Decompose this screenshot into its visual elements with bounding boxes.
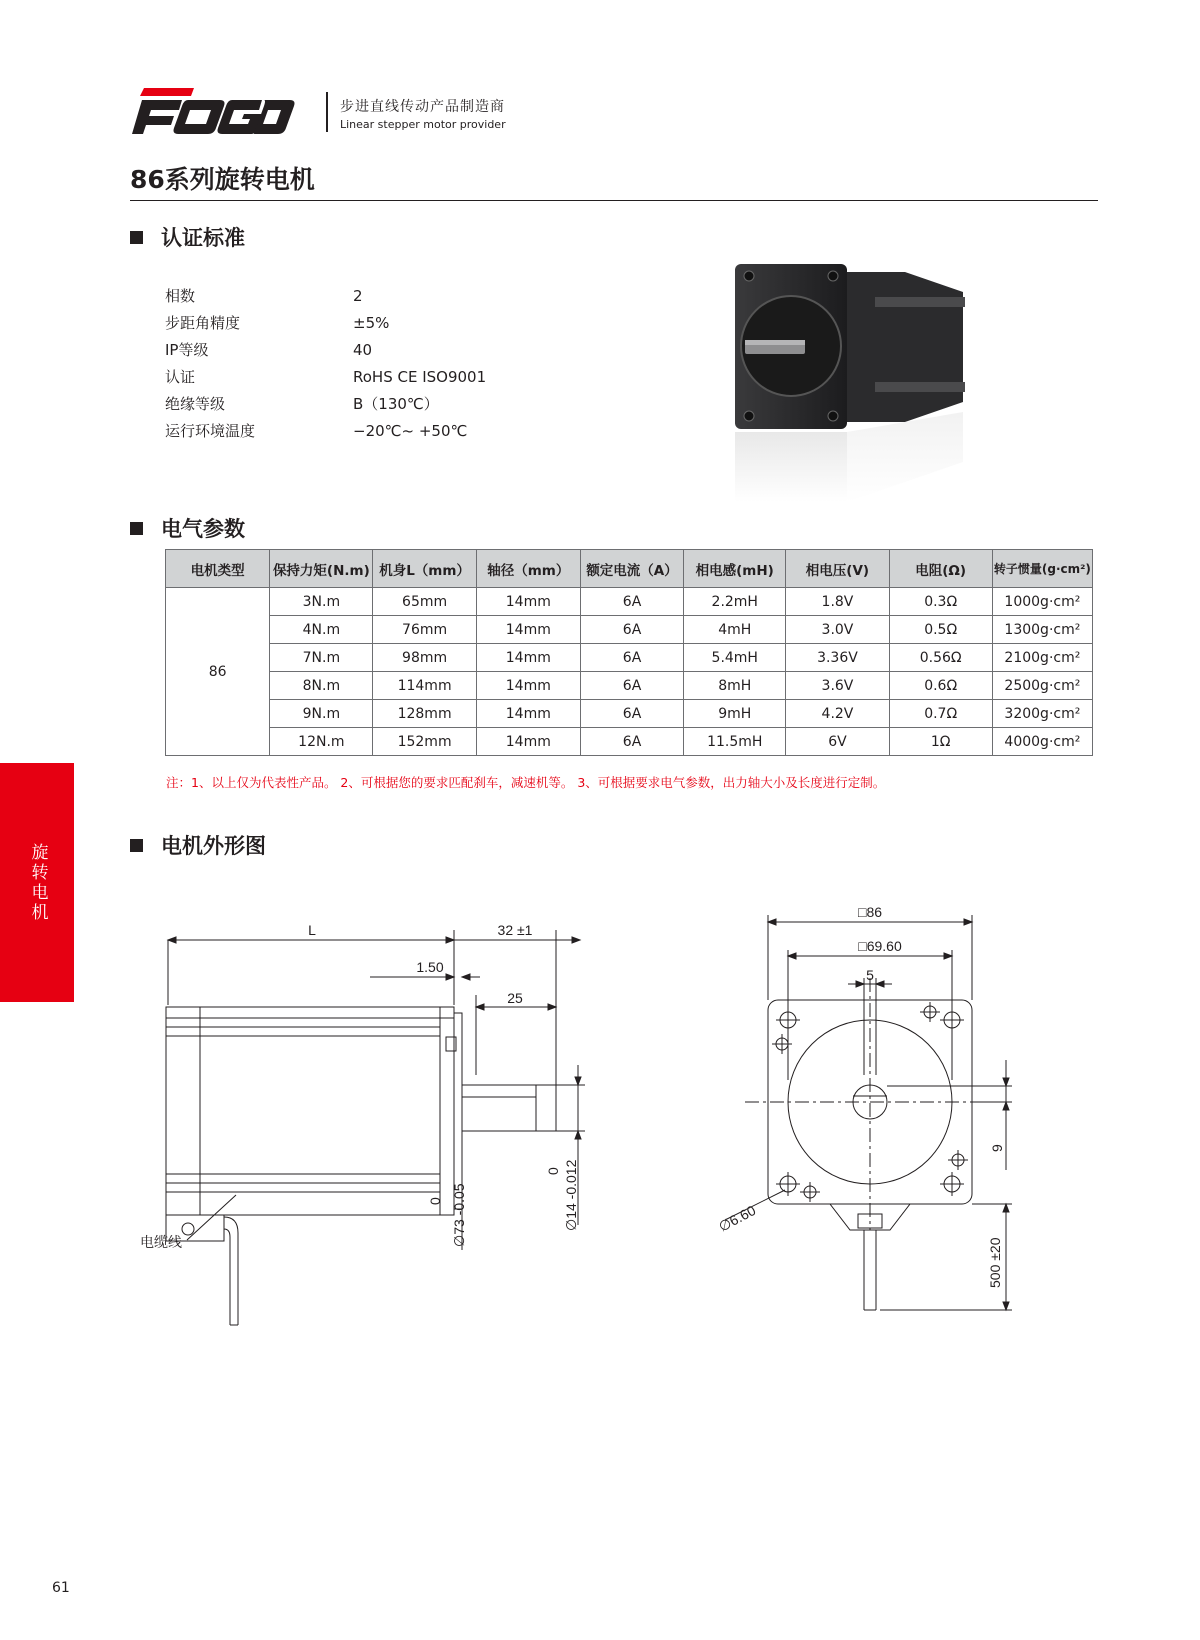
table-cell: 2500g·cm² bbox=[992, 672, 1092, 700]
dim-shaft-label: ∅14 -0.012 bbox=[563, 1159, 579, 1231]
table-cell: 2.2mH bbox=[684, 588, 786, 616]
table-header-cell: 电机类型 bbox=[166, 550, 270, 588]
table-row bbox=[166, 588, 1093, 616]
table-cell: 6A bbox=[580, 700, 683, 728]
tagline-cn: 步进直线传动产品制造商 bbox=[340, 99, 505, 115]
side-view-drawing bbox=[140, 895, 610, 1345]
title-rule bbox=[130, 200, 1098, 201]
table-cell: 3.36V bbox=[786, 644, 889, 672]
table-cell: 128mm bbox=[373, 700, 476, 728]
dim-86-label: □86 bbox=[857, 904, 883, 920]
cert-value: 40 bbox=[353, 340, 373, 359]
table-cell: 1Ω bbox=[889, 728, 992, 756]
dim-1-50-label: 1.50 bbox=[416, 959, 444, 975]
table-cell: 6A bbox=[580, 672, 683, 700]
table-cell: 7N.m bbox=[270, 644, 373, 672]
cert-value: 2 bbox=[353, 286, 363, 305]
table-footnote: 注：1、以上仅为代表性产品。 2、可根据您的要求匹配刹车，减速机等。 3、可根据要求电气参数，出力轴大小及长度进行定制。 bbox=[166, 775, 886, 790]
cert-value: B（130℃） bbox=[353, 395, 439, 413]
table-cell: 14mm bbox=[476, 672, 580, 700]
table-cell: 6A bbox=[580, 616, 683, 644]
table-row bbox=[166, 672, 1093, 700]
dim-hole-label: ∅6.60 bbox=[715, 1201, 759, 1235]
cert-row bbox=[165, 390, 665, 417]
table-header-cell: 转子惯量(g·cm²) bbox=[992, 550, 1092, 588]
table-cell: 3200g·cm² bbox=[992, 700, 1092, 728]
cert-value: RoHS CE ISO9001 bbox=[353, 367, 487, 386]
cert-row bbox=[165, 282, 665, 309]
table-cell: 6A bbox=[580, 588, 683, 616]
logo-red-swoosh bbox=[140, 88, 194, 96]
table-cell: 14mm bbox=[476, 588, 580, 616]
table-header-cell: 保持力矩(N.m) bbox=[270, 550, 373, 588]
square-bullet-icon bbox=[130, 522, 143, 535]
table-cell: 5.4mH bbox=[684, 644, 786, 672]
front-view-drawing bbox=[715, 890, 1060, 1350]
table-cell: 4N.m bbox=[270, 616, 373, 644]
side-tab bbox=[0, 763, 74, 1002]
table-cell: 14mm bbox=[476, 644, 580, 672]
electrical-parameters-table bbox=[165, 549, 1093, 756]
tagline-en: Linear stepper motor provider bbox=[340, 118, 506, 131]
dim-25-label: 25 bbox=[507, 990, 523, 1006]
table-cell: 12N.m bbox=[270, 728, 373, 756]
table-row bbox=[166, 700, 1093, 728]
cert-label: 相数 bbox=[165, 287, 196, 305]
section-title: 电气参数 bbox=[161, 517, 245, 541]
cert-value: ±5% bbox=[353, 313, 390, 332]
table-cell: 152mm bbox=[373, 728, 476, 756]
cert-row bbox=[165, 363, 665, 390]
section-heading-outline bbox=[130, 830, 266, 860]
logo-letterforms bbox=[132, 100, 295, 134]
dim-body-zero: 0 bbox=[427, 1197, 443, 1205]
motor-photo bbox=[735, 262, 975, 507]
table-cell: 6A bbox=[580, 644, 683, 672]
table-cell: 1.8V bbox=[786, 588, 889, 616]
table-cell: 114mm bbox=[373, 672, 476, 700]
section-heading-electrical bbox=[130, 513, 245, 543]
dim-69-60-label: □69.60 bbox=[858, 938, 902, 954]
table-cell: 1300g·cm² bbox=[992, 616, 1092, 644]
table-cell: 4000g·cm² bbox=[992, 728, 1092, 756]
table-cell: 76mm bbox=[373, 616, 476, 644]
table-cell: 14mm bbox=[476, 616, 580, 644]
table-cell: 9mH bbox=[684, 700, 786, 728]
cert-label: 绝缘等级 bbox=[165, 395, 226, 413]
table-cell: 98mm bbox=[373, 644, 476, 672]
dim-body-label: ∅73 -0.05 bbox=[451, 1183, 467, 1247]
page-title: 86系列旋转电机 bbox=[130, 165, 315, 194]
section-heading-cert bbox=[130, 222, 245, 252]
table-header-cell: 轴径（mm） bbox=[476, 550, 580, 588]
dim-5-label: 5 bbox=[866, 967, 874, 983]
table-cell: 14mm bbox=[476, 700, 580, 728]
cert-row bbox=[165, 417, 665, 444]
table-cell: 9N.m bbox=[270, 700, 373, 728]
table-cell: 6A bbox=[580, 728, 683, 756]
dim-L-label: L bbox=[308, 922, 316, 938]
table-cell: 0.6Ω bbox=[889, 672, 992, 700]
cert-label: IP等级 bbox=[165, 341, 209, 359]
cert-label: 步距角精度 bbox=[165, 314, 241, 332]
table-cell: 4.2V bbox=[786, 700, 889, 728]
table-cell: 0.3Ω bbox=[889, 588, 992, 616]
table-header-row bbox=[166, 550, 1093, 588]
table-cell: 8N.m bbox=[270, 672, 373, 700]
table-row bbox=[166, 644, 1093, 672]
cert-label: 认证 bbox=[165, 368, 196, 386]
table-header-cell: 机身L（mm） bbox=[373, 550, 476, 588]
cert-label: 运行环境温度 bbox=[165, 422, 256, 440]
table-header-cell: 相电感(mH) bbox=[684, 550, 786, 588]
table-header-cell: 相电压(V) bbox=[786, 550, 889, 588]
table-row bbox=[166, 728, 1093, 756]
table-header-cell: 电阻(Ω) bbox=[889, 550, 992, 588]
table-cell: 6V bbox=[786, 728, 889, 756]
cert-row bbox=[165, 336, 665, 363]
cert-value: −20℃~ +50℃ bbox=[353, 421, 468, 440]
side-tab-label: 旋转电机 bbox=[31, 843, 49, 923]
table-cell: 3.6V bbox=[786, 672, 889, 700]
logo-divider bbox=[326, 92, 328, 132]
table-cell: 14mm bbox=[476, 728, 580, 756]
table-cell: 0.56Ω bbox=[889, 644, 992, 672]
cert-list bbox=[165, 282, 665, 444]
table-cell: 8mH bbox=[684, 672, 786, 700]
page-number: 61 bbox=[52, 1580, 70, 1596]
table-cell: 65mm bbox=[373, 588, 476, 616]
table-cell: 0.7Ω bbox=[889, 700, 992, 728]
table-cell: 3N.m bbox=[270, 588, 373, 616]
table-header-cell: 额定电流（A） bbox=[580, 550, 683, 588]
table-cell: 11.5mH bbox=[684, 728, 786, 756]
table-cell: 2100g·cm² bbox=[992, 644, 1092, 672]
cable-label: 电缆线 bbox=[140, 1234, 182, 1250]
section-title: 电机外形图 bbox=[161, 834, 266, 858]
cert-row bbox=[165, 309, 665, 336]
fogo-logo bbox=[130, 84, 295, 136]
table-cell: 3.0V bbox=[786, 616, 889, 644]
motor-type-cell: 86 bbox=[166, 588, 270, 756]
dim-32-label: 32 ±1 bbox=[497, 922, 533, 938]
square-bullet-icon bbox=[130, 231, 143, 244]
dim-9-label: 9 bbox=[989, 1144, 1005, 1152]
table-cell: 1000g·cm² bbox=[992, 588, 1092, 616]
square-bullet-icon bbox=[130, 839, 143, 852]
table-cell: 0.5Ω bbox=[889, 616, 992, 644]
section-title: 认证标准 bbox=[161, 226, 245, 250]
table-cell: 4mH bbox=[684, 616, 786, 644]
dim-500-label: 500 ±20 bbox=[987, 1237, 1003, 1288]
table-row bbox=[166, 616, 1093, 644]
dim-shaft-zero: 0 bbox=[545, 1167, 561, 1175]
